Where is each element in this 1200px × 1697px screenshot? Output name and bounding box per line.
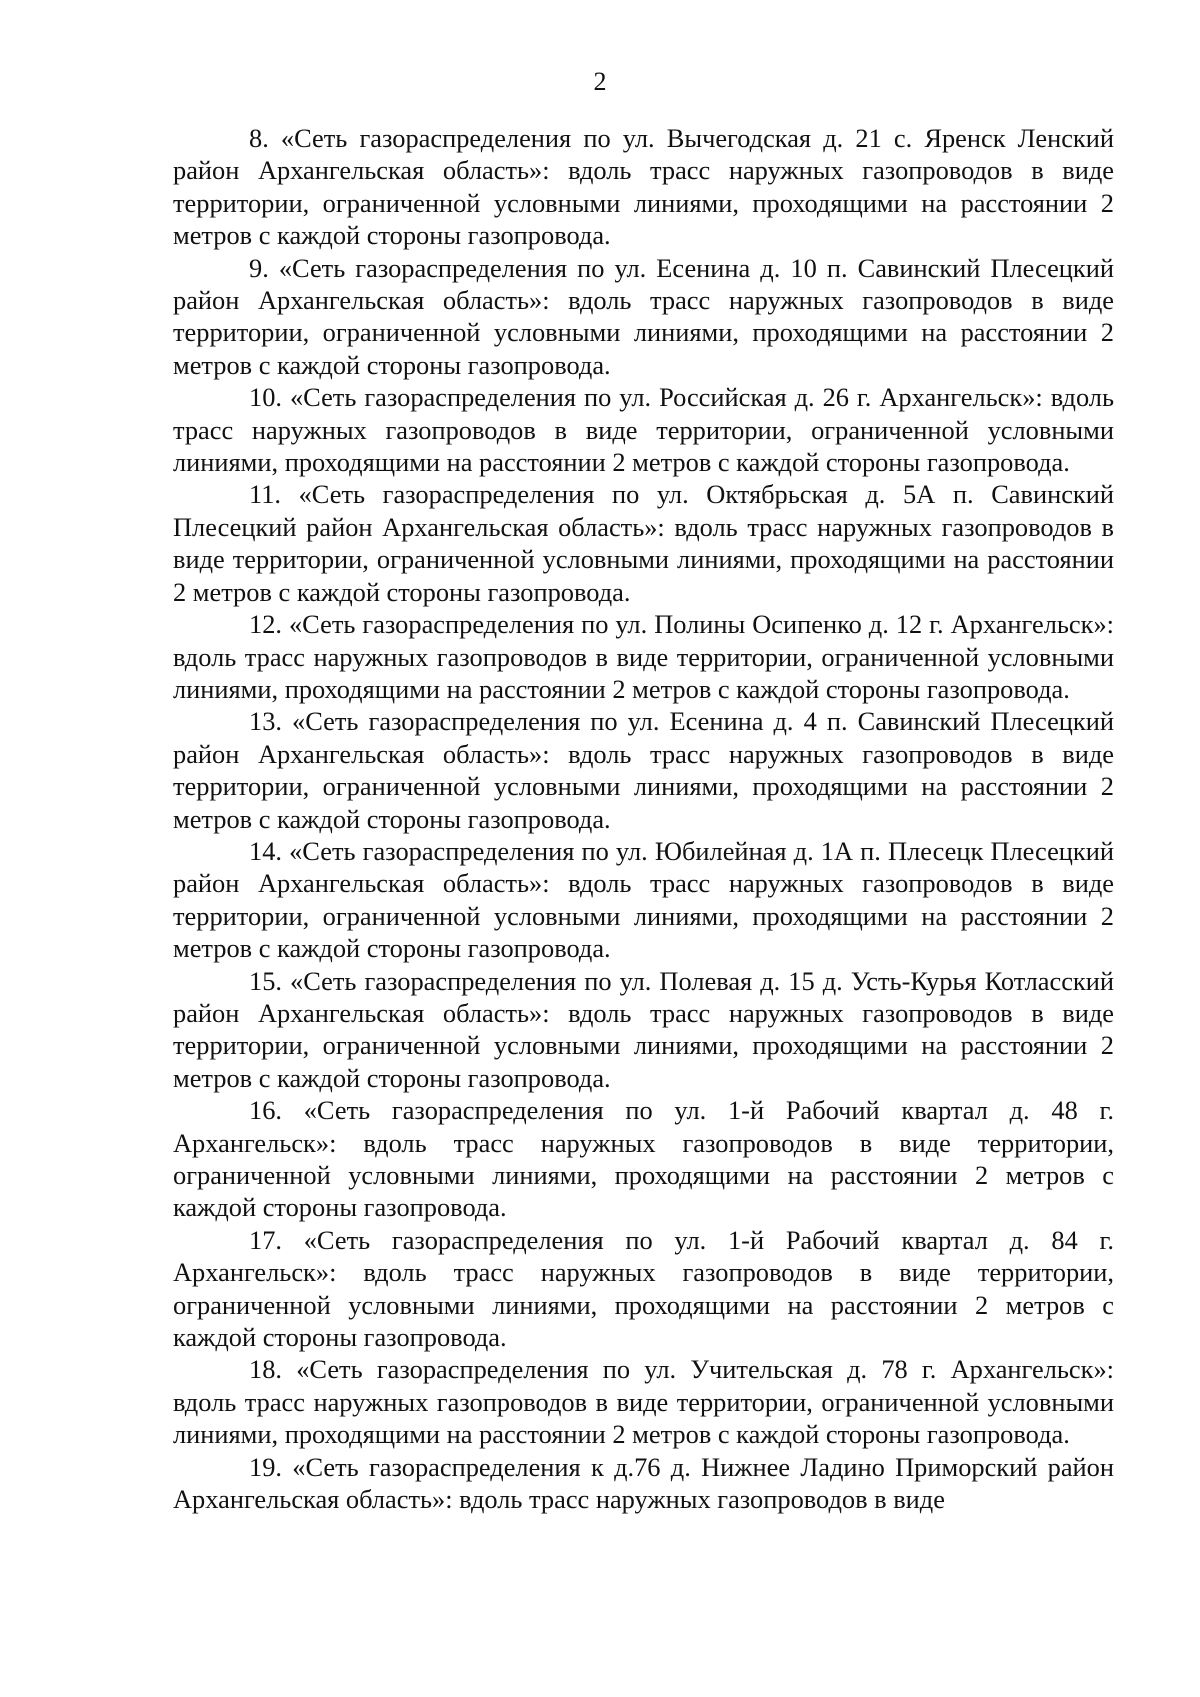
list-item-18: 18. «Сеть газораспределения по ул. Учительская д. 78 г. Архангельск»: вдоль трасс наружных газопроводов в виде территории, ограниченной условными линиями, проходящими на расстоянии 2 метров с каждой стороны газопровода. (173, 1354, 1114, 1450)
list-item-16: 16. «Сеть газораспределения по ул. 1-й Рабочий квартал д. 48 г. Архангельск»: вдоль трасс наружных газопроводов в виде территории, ограниченной условными линиями, проходящими на расстоянии 2 метров с каждой стороны газопровода. (173, 1095, 1114, 1223)
list-item-14: 14. «Сеть газораспределения по ул. Юбилейная д. 1А п. Плесецк Плесецкий район Архангельская область»: вдоль трасс наружных газопроводов в виде территории, ограниченной условными линиями, проходящими на расстоянии 2 метров с каждой стороны газопровода. (173, 835, 1114, 964)
list-item-19: 19. «Сеть газораспределения к д.76 д. Нижнее Ладино Приморский район Архангельская область»: вдоль трасс наружных газопроводов в виде (173, 1451, 1114, 1515)
list-item-9: 9. «Сеть газораспределения по ул. Есенина д. 10 п. Савинский Плесецкий район Архангельская область»: вдоль трасс наружных газопроводов в виде территории, ограниченной условными линиями, проходящими на расстоянии 2 метров с каждой стороны газопровода. (173, 252, 1114, 380)
list-item-8: 8. «Сеть газораспределения по ул. Вычегодская д. 21 с. Яренск Ленский район Архангельская область»: вдоль трасс наружных газопроводов в виде территории, ограниченной условными линиями, проходящими на расстоянии 2 метров с каждой стороны газопровода. (173, 123, 1114, 251)
list-item-15: 15. «Сеть газораспределения по ул. Полевая д. 15 д. Усть-Курья Котласский район Архангельская область»: вдоль трасс наружных газопроводов в виде территории, ограниченной условными линиями, проходящими на расстоянии 2 метров с каждой стороны газопровода. (173, 965, 1114, 1093)
list-item-12: 12. «Сеть газораспределения по ул. Полины Осипенко д. 12 г. Архангельск»: вдоль трасс наружных газопроводов в виде территории, ограниченной условными линиями, проходящими на расстоянии 2 метров с каждой стороны газопровода. (173, 609, 1114, 704)
document-body (173, 122, 1114, 1515)
list-item-10: 10. «Сеть газораспределения по ул. Российская д. 26 г. Архангельск»: вдоль трасс наружных газопроводов в виде территории, ограниченной условными линиями, проходящими на расстоянии 2 метров с каждой стороны газопровода. (173, 382, 1114, 478)
list-item-11: 11. «Сеть газораспределения по ул. Октябрьская д. 5А п. Савинский Плесецкий район Архангельская область»: вдоль трасс наружных газопроводов в виде территории, ограниченной условными линиями, проходящими на расстоянии 2 метров с каждой стороны газопровода. (173, 479, 1114, 607)
list-item-17: 17. «Сеть газораспределения по ул. 1-й Рабочий квартал д. 84 г. Архангельск»: вдоль трасс наружных газопроводов в виде территории, ограниченной условными линиями, проходящими на расстоянии 2 метров с каждой стороны газопровода. (173, 1224, 1114, 1353)
list-item-13: 13. «Сеть газораспределения по ул. Есенина д. 4 п. Савинский Плесецкий район Архангельская область»: вдоль трасс наружных газопроводов в виде территории, ограниченной условными линиями, проходящими на расстоянии 2 метров с каждой стороны газопровода. (173, 706, 1114, 834)
page-number: 2 (593, 67, 607, 96)
